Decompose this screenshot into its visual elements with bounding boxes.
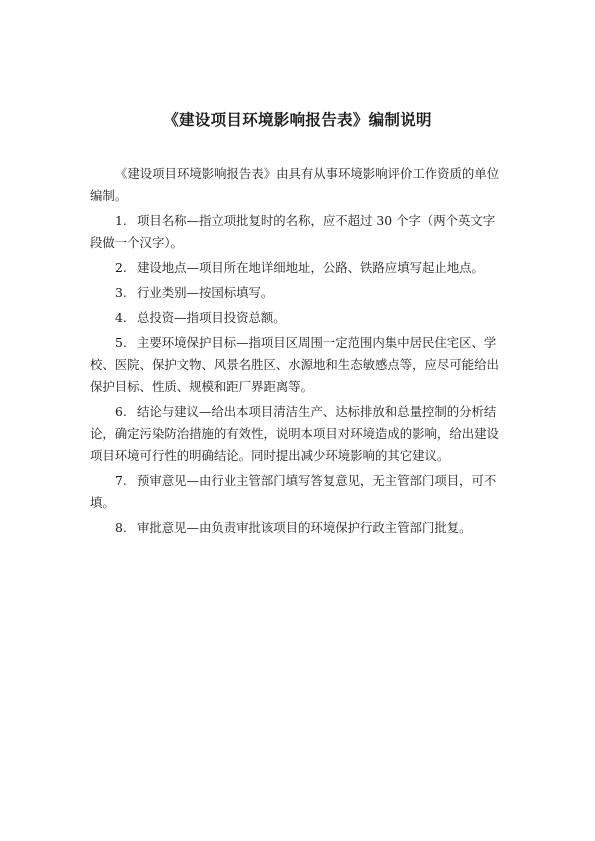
list-item: [90, 282, 505, 304]
item-number: 5.: [115, 335, 127, 350]
list-item: [90, 401, 505, 467]
item-number: 3.: [115, 285, 127, 300]
item-text: 项目名称—指立项批复时的名称，应不超过 30 个字（两个英文字段做一个汉字）。: [90, 213, 496, 250]
intro-paragraph: 《建设项目环境影响报告表》由具有从事环境影响评价工作资质的单位编制。: [90, 166, 500, 203]
list-item: [90, 332, 505, 398]
document-title: 《建设项目环境影响报告表》编制说明: [163, 111, 432, 129]
item-text: 预审意见—由行业主管部门填写答复意见，无主管部门项目，可不填。: [90, 473, 497, 510]
list-item: [90, 257, 505, 279]
item-number: 2.: [115, 260, 127, 275]
list-item: [90, 307, 505, 329]
item-number: 4.: [115, 310, 127, 325]
item-text: 审批意见—由负责审批该项目的环境保护行政主管部门批复。: [137, 520, 472, 535]
document-body: [90, 163, 505, 542]
item-number: 7.: [115, 473, 127, 488]
list-item: [90, 517, 505, 539]
item-text: 建设地点—项目所在地详细地址，公路、铁路应填写起止地点。: [137, 260, 484, 275]
item-text: 总投资—指项目投资总额。: [137, 310, 286, 325]
list-item: [90, 470, 505, 514]
item-text: 行业类别—按国标填写。: [137, 285, 274, 300]
item-number: 6.: [115, 404, 127, 419]
item-text: 结论与建议—给出本项目清洁生产、达标排放和总量控制的分析结论，确定污染防治措施的有效性，说明本项目对环境造成的影响，给出建设项目环境可行性的明确结论。同时提出减少环境影响的其它建议。: [90, 404, 499, 463]
item-number: 1.: [115, 213, 127, 228]
item-text: 主要环境保护目标—指项目区周围一定范围内集中居民住宅区、学校、医院、保护文物、风景名胜区、水源地和生态敏感点等，应尽可能给出保护目标、性质、规模和距厂界距离等。: [90, 335, 499, 394]
list-item: [90, 210, 505, 254]
item-number: 8.: [115, 520, 127, 535]
